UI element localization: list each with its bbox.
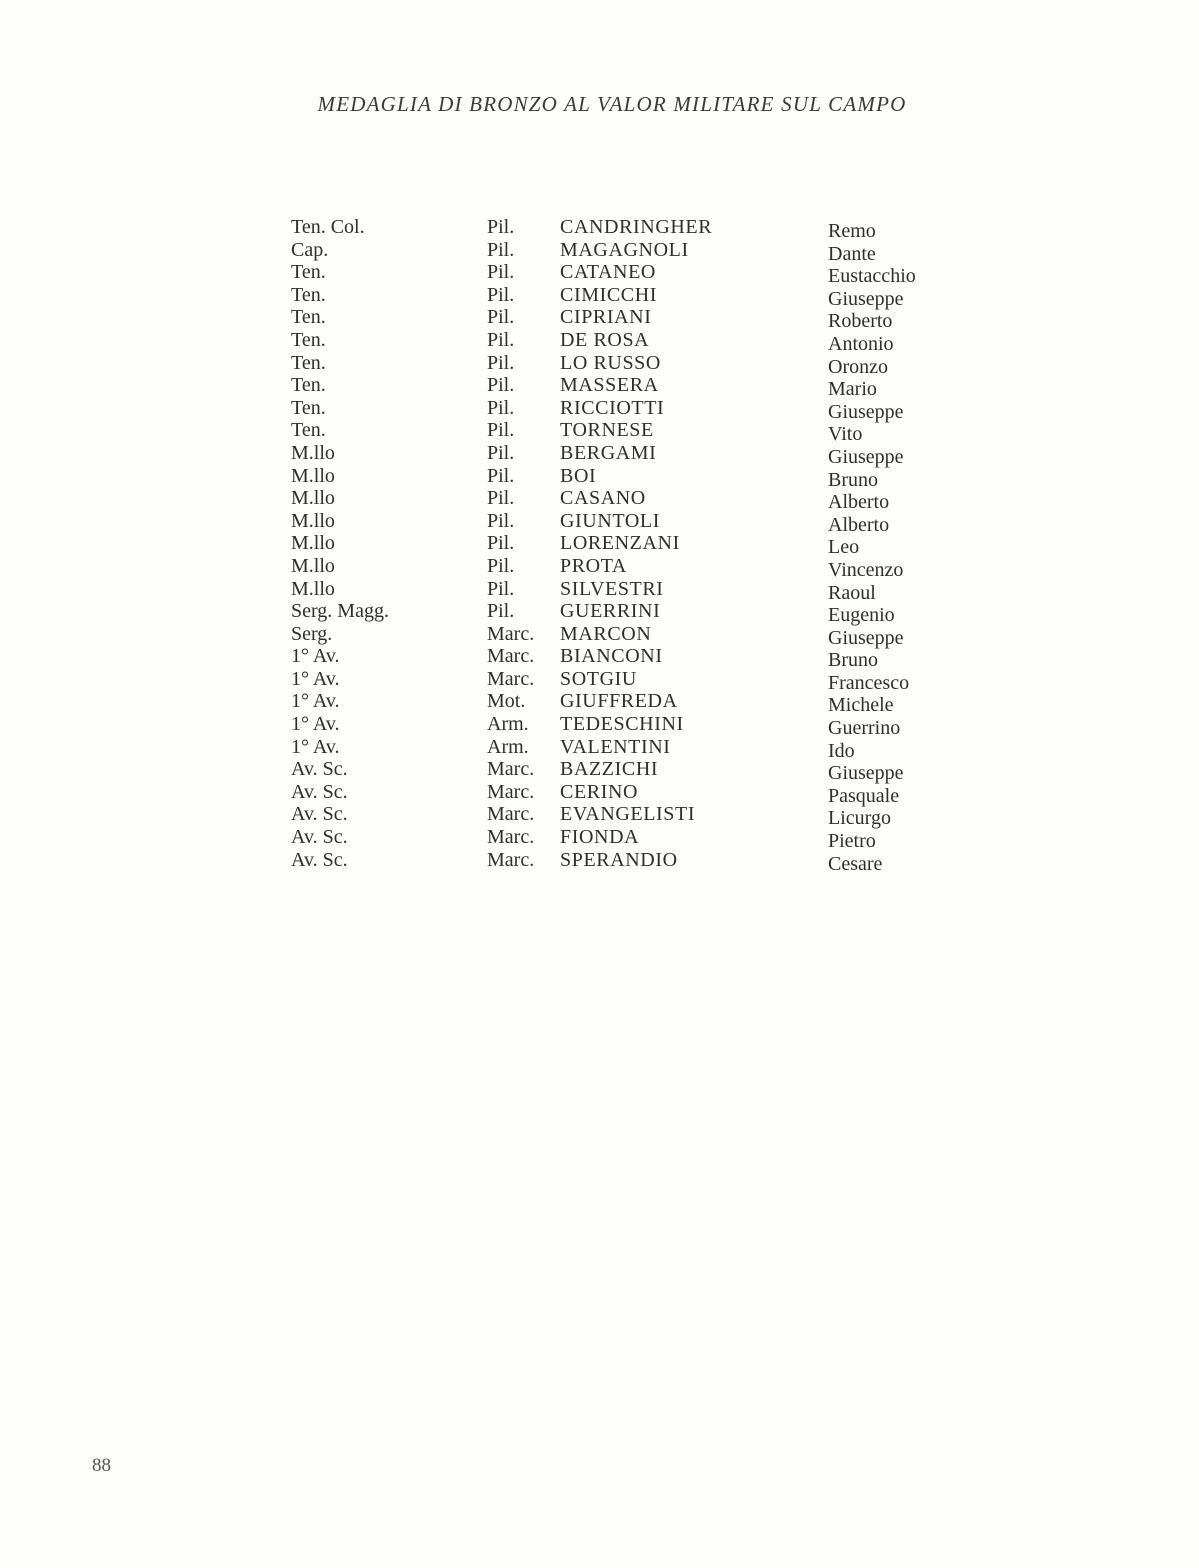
surname: SPERANDIO (560, 848, 678, 871)
rank: Av. Sc. (291, 848, 348, 871)
rank: Ten. Col. (291, 216, 365, 238)
first-name: Oronzo (828, 355, 888, 378)
surname: TORNESE (560, 419, 654, 442)
surname: BIANCONI (560, 645, 663, 668)
surname: BOI (560, 464, 597, 487)
first-name: Ido (828, 739, 855, 762)
roster-row (0, 238, 1199, 265)
first-name: Vito (828, 423, 863, 446)
specialty: Arm. (487, 713, 529, 736)
rank: Serg. (291, 622, 333, 645)
surname: RICCIOTTI (560, 396, 665, 419)
rank: Ten. (291, 419, 326, 442)
surname: MAGAGNOLI (560, 238, 689, 261)
roster-row (0, 351, 1199, 378)
rank: Cap. (291, 238, 329, 261)
specialty: Pil. (487, 238, 515, 261)
specialty: Pil. (487, 532, 515, 555)
roster-row (0, 216, 1199, 242)
roster-row (0, 554, 1199, 581)
first-name: Vincenzo (828, 558, 904, 581)
specialty: Pil. (487, 396, 515, 419)
surname: PROTA (560, 554, 627, 577)
rank: M.llo (291, 464, 335, 487)
rank: Av. Sc. (291, 780, 348, 803)
first-name: Giuseppe (828, 445, 904, 468)
specialty: Pil. (487, 328, 515, 351)
surname: CERINO (560, 780, 639, 803)
surname: VALENTINI (560, 735, 671, 758)
surname: SILVESTRI (560, 577, 664, 600)
roster-row (0, 532, 1199, 559)
rank: M.llo (291, 487, 335, 510)
roster-row (0, 600, 1199, 627)
rank: Ten. (291, 283, 326, 306)
specialty: Pil. (487, 216, 515, 238)
roster-row (0, 283, 1199, 310)
surname: CIPRIANI (560, 306, 652, 329)
roster-row (0, 667, 1199, 694)
roster-row (0, 509, 1199, 536)
page-number: 88 (92, 1455, 111, 1476)
specialty: Mot. (487, 690, 526, 713)
roster-row (0, 396, 1199, 423)
surname: MASSERA (560, 374, 659, 397)
first-name: Pietro (828, 830, 876, 853)
first-name: Raoul (828, 581, 876, 604)
rank: M.llo (291, 532, 335, 555)
specialty: Pil. (487, 600, 515, 623)
surname: CANDRINGHER (560, 216, 713, 238)
roster-row (0, 826, 1199, 853)
specialty: Marc. (487, 826, 535, 849)
first-name: Bruno (828, 468, 878, 491)
first-name: Pasquale (828, 784, 900, 807)
specialty: Pil. (487, 577, 515, 600)
rank: Ten. (291, 396, 326, 419)
rank: 1° Av. (291, 713, 340, 736)
rank: M.llo (291, 577, 335, 600)
surname: FIONDA (560, 826, 640, 849)
first-name: Roberto (828, 310, 893, 333)
specialty: Marc. (487, 622, 535, 645)
roster-row (0, 803, 1199, 830)
surname: GUERRINI (560, 600, 661, 623)
rank: M.llo (291, 509, 335, 532)
roster-row (0, 487, 1199, 514)
surname: BERGAMI (560, 441, 657, 464)
surname: GIUNTOLI (560, 509, 660, 532)
first-name: Michele (828, 694, 894, 717)
first-name: Guerrino (828, 717, 901, 740)
first-name: Antonio (828, 332, 894, 355)
rank: Serg. Magg. (291, 600, 389, 623)
first-name: Dante (828, 242, 876, 265)
roster-row (0, 713, 1199, 740)
rank: 1° Av. (291, 645, 340, 668)
roster-row (0, 577, 1199, 604)
roster-list (0, 216, 1199, 875)
rank: 1° Av. (291, 667, 340, 690)
specialty: Marc. (487, 645, 535, 668)
roster-row (0, 622, 1199, 649)
surname: BAZZICHI (560, 758, 659, 781)
surname: LORENZANI (560, 532, 680, 555)
first-name: Eugenio (828, 604, 895, 627)
specialty: Pil. (487, 487, 515, 510)
surname: MARCON (560, 622, 652, 645)
roster-row (0, 645, 1199, 672)
rank: 1° Av. (291, 690, 340, 713)
rank: Ten. (291, 306, 326, 329)
first-name: Francesco (828, 671, 910, 694)
rank: Ten. (291, 261, 326, 284)
specialty: Pil. (487, 441, 515, 464)
specialty: Marc. (487, 803, 535, 826)
first-name: Remo (828, 220, 876, 242)
specialty: Pil. (487, 283, 515, 306)
specialty: Arm. (487, 735, 529, 758)
specialty: Pil. (487, 464, 515, 487)
rank: Ten. (291, 328, 326, 351)
first-name: Giuseppe (828, 762, 904, 785)
first-name: Giuseppe (828, 626, 904, 649)
rank: Av. Sc. (291, 826, 348, 849)
surname: DE ROSA (560, 328, 650, 351)
roster-row (0, 441, 1199, 468)
roster-row (0, 328, 1199, 355)
first-name: Alberto (828, 513, 890, 536)
roster-row (0, 848, 1199, 875)
specialty: Marc. (487, 758, 535, 781)
rank: M.llo (291, 554, 335, 577)
specialty: Pil. (487, 509, 515, 532)
surname: CIMICCHI (560, 283, 658, 306)
surname: CATANEO (560, 261, 656, 284)
specialty: Pil. (487, 374, 515, 397)
specialty: Marc. (487, 667, 535, 690)
rank: M.llo (291, 441, 335, 464)
specialty: Pil. (487, 261, 515, 284)
rank: Av. Sc. (291, 803, 348, 826)
first-name: Bruno (828, 649, 878, 672)
first-name: Giuseppe (828, 287, 904, 310)
rank: Ten. (291, 374, 326, 397)
roster-row (0, 306, 1199, 333)
surname: GIUFFREDA (560, 690, 678, 713)
roster-row (0, 261, 1199, 288)
first-name: Mario (828, 378, 877, 401)
roster-row (0, 780, 1199, 807)
roster-row (0, 419, 1199, 446)
first-name: Giuseppe (828, 400, 904, 423)
specialty: Marc. (487, 848, 535, 871)
roster-row (0, 464, 1199, 491)
first-name: Leo (828, 536, 860, 559)
surname: CASANO (560, 487, 646, 510)
roster-row (0, 690, 1199, 717)
page-title: MEDAGLIA DI BRONZO AL VALOR MILITARE SUL CAMPO (317, 92, 907, 116)
surname: LO RUSSO (560, 351, 661, 374)
roster-row (0, 758, 1199, 785)
first-name: Eustacchio (828, 265, 916, 288)
rank: Ten. (291, 351, 326, 374)
first-name: Licurgo (828, 807, 891, 830)
rank: 1° Av. (291, 735, 340, 758)
first-name: Alberto (828, 491, 890, 514)
specialty: Pil. (487, 306, 515, 329)
specialty: Pil. (487, 351, 515, 374)
surname: EVANGELISTI (560, 803, 696, 826)
specialty: Pil. (487, 419, 515, 442)
specialty: Marc. (487, 780, 535, 803)
surname: SOTGIU (560, 667, 637, 690)
roster-row (0, 735, 1199, 762)
first-name: Cesare (828, 852, 883, 875)
roster-row (0, 374, 1199, 401)
surname: TEDESCHINI (560, 713, 684, 736)
rank: Av. Sc. (291, 758, 348, 781)
specialty: Pil. (487, 554, 515, 577)
